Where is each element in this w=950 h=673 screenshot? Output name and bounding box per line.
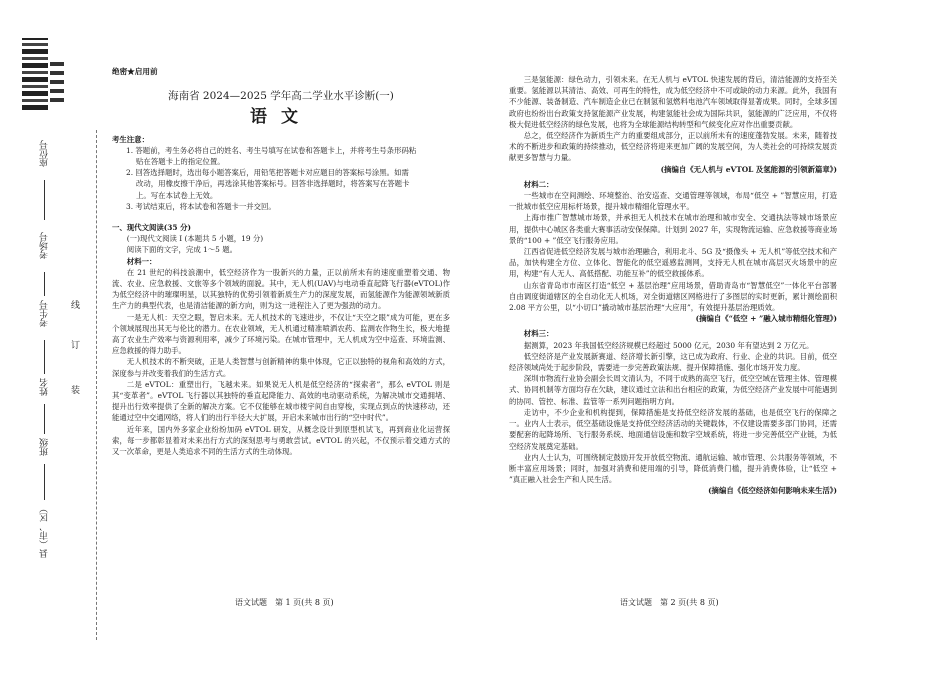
notice-line: 上。写在本试卷上无效。 [136,190,218,200]
seat-no-label: 座位号 [40,140,50,167]
notice-line: 2. 回答选择题时，选出每小题答案后，用铅笔把答题卡对应题目的答案标号涂黑。如需 [126,168,409,178]
page-two-footer: 语文试题 第 2 页(共 8 页) [620,598,719,607]
source-citation: (摘编自《“低空 + ”融入城市精细化管理》) [695,314,837,324]
paragraph: 无人机技术的不断突破，正是人类智慧与创新精神的集中体现，它正以独特的视角和高效的方式，深度参与并改变着我们的生活方式。 [112,357,450,378]
paragraph: 三是氢能源：绿色动力，引领未来。在无人机与 eVTOL 快速发展的背后，清洁能源的支持至关重要。氢能源以其清洁、高效、可再生的特性，成为低空经济中不可或缺的动力来源。此外，我国有不少能源、装备制造、汽车制造企业已在制氢和氢燃料电池汽车领域取得显著成果。同时，全球多国政府也纷纷出台政策支持氢能源产业发展，构建氢能社会成为国际共识，氢能源的广泛应用，不仅将极大促进低空经济的绿色发展，也将为全球能源结构转型和气候变化应对作出重要贡献。 [509,75,837,129]
cut-mark-ding: 订 [69,340,79,349]
exam-room-label: 考场号 [40,232,50,259]
section-heading: 一、现代文阅读(35 分) [112,223,191,233]
notice-line: 1. 答题前，考生务必将自己的姓名、考生号填写在试卷和答题卡上，并将考生号条形码粘 [126,145,417,155]
page-two [509,74,837,497]
notice-line: 3. 考试结束后，将本试卷和答题卡一并交回。 [126,201,276,211]
barcode-strip-icon [50,62,64,102]
binding-margin [0,0,108,673]
material-three-heading: 材料三： [523,329,554,339]
source-citation: (摘编自《低空经济如何影响未来生活》) [708,486,837,496]
paragraph: 走访中，不少企业和机构提到，保障措施是支持低空经济发展的基础，也是低空飞行的保障之一。业内人士表示，低空基础设施是支持低空经济活动的关键载体，不仅建设需要多部门协同，还需要配套的起降场所、飞行服务系统、地面通信设施和数字空域系统，将进一步完善低空产业链，为低空经济发展奠定基础。 [509,407,837,451]
subsection-heading: (一)现代文阅读 I (本题共 5 小题，19 分) [126,234,264,244]
material-one-heading: 材料一： [126,256,157,266]
cut-dashed-line [96,130,97,640]
name-label: 姓名 [40,378,50,396]
cut-mark-xian: 线 [69,300,79,309]
exam-room-line [44,272,45,296]
secret-mark: 绝密★启用前 [112,67,158,76]
source-citation: (摘编自《无人机与 eVTOL 及氢能源的引领新篇章》) [660,164,837,174]
paragraph: 二是 eVTOL：重塑出行，飞越未来。如果说无人机是低空经济的“探索者”，那么 eVTOL 则是其“变革者”。eVTOL 飞行器以其独特的垂直起降能力、高效的电动驱动系统，为解决城市交通拥堵、提升出行效率提供了全新的解决方案。它不仅能够在城市楼宇间自由穿梭，实现点到点的快速移动，还能通过空中交通网络，将人们的出行半径大大扩展，开启未来城市出行的“空中时代”。 [112,379,450,423]
paragraph: 上海市推广智慧城市场景，并承担无人机技术在城市治理和城市安全、交通执法等城市场景应用，提供中心城区各类重大赛事活动安保保障。计划到 2027 年，实现物流运输、应急救援等商业场景的“100 + ”低空飞行服务应用。 [509,213,837,245]
reading-instruction: 阅读下面的文字，完成 1～5 题。 [126,245,237,255]
paragraph: 总之，低空经济作为新质生产力的重要组成部分，正以前所未有的速度蓬勃发展。未来，随着技术的不断进步和政策的持续推动，低空经济将迎来更加广阔的发展空间，为人类社会的可持续发展贡献更多智慧与力量。 [509,131,837,163]
paragraph: 低空经济是产业发展新赛道、经济增长新引擎，这已成为政府、行业、企业的共识。目前，低空经济领域尚处于起步阶段，需要进一步完善政策法规、提升保障措施、强化市场开发力度。 [509,351,837,373]
exam-title: 海南省 2024—2025 学年高二学业水平诊断(一) [168,90,394,103]
name-line [44,404,45,434]
barcode-icon [22,38,48,110]
notice-line: 改动，用橡皮擦干净后，再选涂其他答案标号。回答非选择题时，将答案写在答题卡 [136,179,410,189]
paragraph: 深圳市物流行业协会副会长周文清认为，不同于成熟的高空飞行，低空空域在管理主体、管理模式、协同机制等方面均存在欠缺，建议通过立法和出台相应的政策，为低空经济产业发展中可能遇到的协同、管控、标准、监管等一系列问题指明方向。 [509,374,837,406]
cut-mark-zhuang: 装 [69,385,79,394]
paragraph: 在 21 世纪的科技浪潮中，低空经济作为一股新兴的力量，正以前所未有的速度重塑着交通、物流、农业、应急救援、文旅等多个领域的面貌。其中，无人机(UAV)与电动垂直起降飞行器(eVTOL)作为低空经济中的璀璨明星，以其独特的优势引领着新质生产力的深度发展，而氢能源作为能源领域新质生产力的典型代表，也是清洁能源的新方向，则为这一进程注入了更为强劲的动力。 [112,267,450,311]
paragraph: 江西省促进低空经济发展与城市治理融合，利用北斗、5G 及“摄像头 + 无人机”等低空技术和产品，加快构建全方位、立体化、智能化的低空遥感监测网，支持无人机在城市高层灭火场景中的应用，构建“有人无人、高低搭配、功能互补”的低空救援体系。 [509,247,837,279]
seat-no-line [44,180,45,220]
material-two-heading: 材料二： [523,179,554,189]
page-one-footer: 语文试题 第 1 页(共 8 页) [235,598,334,607]
exam-no-line [44,340,45,374]
class-line [44,464,45,500]
exam-notice [112,134,450,212]
exam-no-label: 考生号 [40,300,50,327]
paragraph: 业内人士认为，可围绕制定鼓励开发开放低空物流、通航运输、城市管理、公共服务等领域，不断丰富应用场景；同时，加强对消费和使用端的引导，降低消费门槛，提升消费体验，让“低空 + ”真正融入社会生产和人民生活。 [509,452,837,485]
subject-title: 语文 [250,107,312,128]
notice-heading: 考生注意： [112,134,149,144]
page-one [112,66,450,457]
paragraph: 一些城市在空间测绘、环境整治、治安巡查、交通管理等领域，布局“低空 + ”智慧应用，打造一批城市低空应用标杆场景，提升城市精细化管理水平。 [509,191,837,212]
paragraph: 据测算，2023 年我国低空经济规模已经超过 5000 亿元，2030 年有望达到 2 万亿元。 [523,340,814,350]
notice-line: 贴在答题卡上的指定位置。 [136,157,225,167]
district-label: 县（市、区） [40,504,50,558]
paragraph: 近年来，国内外多家企业纷纷加码 eVTOL 研发，从概念设计到原型机试飞，再到商业化运营探索，每一步都彰显着对未来出行方式的深刻思考与勇敢尝试。eVTOL 的兴起，不仅预示着交通方式的又一次革命，更是人类追求不同的生活方式的生动体现。 [112,424,450,457]
paragraph: 一是无人机：天空之眼，智启未来。无人机技术的飞速进步，不仅让“天空之眼”成为可能，更在多个领域展现出其无与伦比的潜力。在农业领域，无人机通过精准喷洒农药、监测农作物生长，极大地提高了农业生产效率与资源利用率，减少了环境污染。在城市管理中，无人机成为空中巡查、环境监测、应急救援的得力助手。 [112,312,450,356]
class-label: 班级 [40,438,50,456]
paragraph: 山东省青岛市市南区打造“低空 + 基层治理”应用场景，借助青岛市“智慧低空”一体化平台部署自由调度街道辖区的全自动化无人机场，对全街道辖区网格进行了多图层的实时更新，累计测绘面积 2.08 平方公里，以“小切口”撬动城市基层治理“大应用”，有效提升基层治理质效。 [509,280,837,313]
